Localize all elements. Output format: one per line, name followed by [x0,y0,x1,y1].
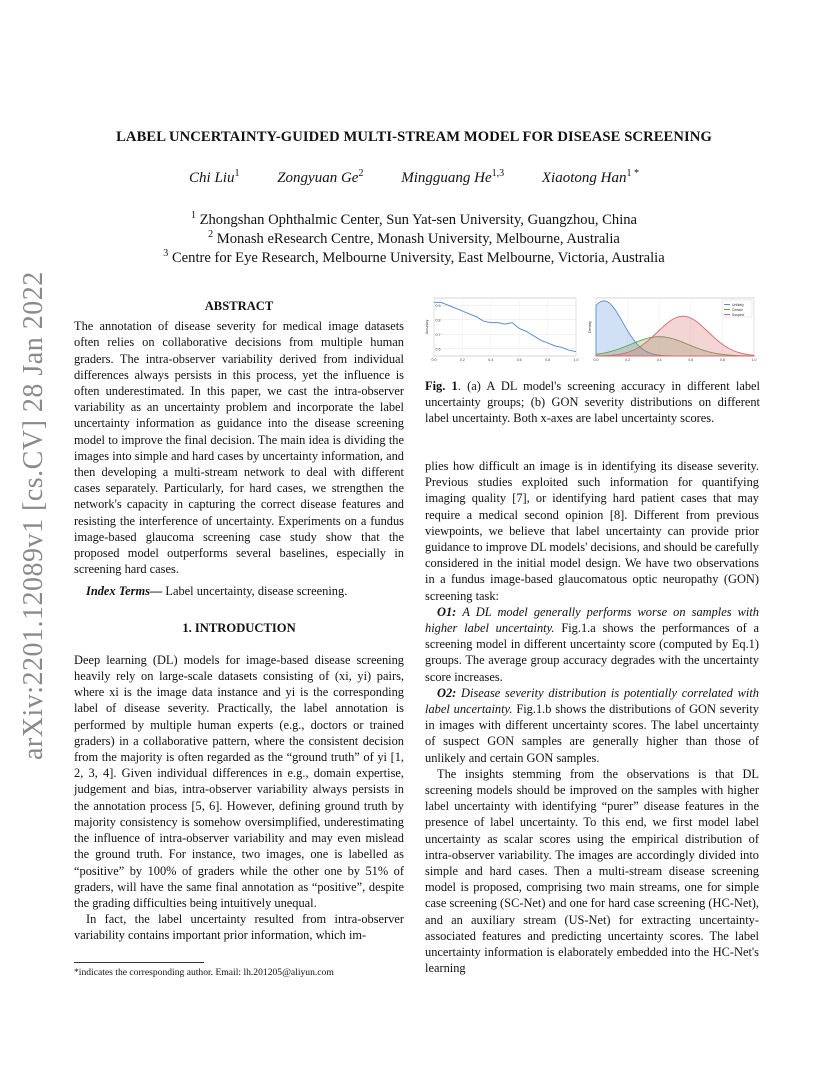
y-tick-label: 0.9 [435,303,441,308]
observation-2: O2: Disease severity distribution is potentially correlated with label uncertainty. Fig.1.b shows the distributions of GON severity in images with different uncertainty scores. The label uncertainty of suspect GON samples are generally higher than those of unlikely and certain GON samples. [425,685,759,765]
affiliation: $^2$ Monash eResearch Centre, Monash University, Melbourne, Australia [208,229,620,247]
y-tick-label: 0.7 [435,332,441,337]
x-tick-label: 0.2 [459,358,465,362]
author: Zongyuan Ge$^2$ [277,168,364,186]
x-tick-label: 0.0 [431,358,437,362]
x-tick-label: 0.6 [516,358,522,362]
x-tick-label: 0.4 [488,358,494,362]
density-chart [588,298,757,362]
affiliation: $^3$ Centre for Eye Research, Melbourne University, East Melbourne, Victoria, Australia [163,248,665,266]
x-tick-label: 0.8 [719,358,725,362]
footnote-rule [74,962,204,963]
right-paragraph-2: The insights stemming from the observations is that DL screening models should be improved on the samples with higher label uncertainty with identifying “purer” disease features in the presence of label uncertainty. To this end, we first model label uncertainty as scalar scores using the empirical distribution of intra-observer variability. The images are accordingly divided into simple and hard cases. Then a multi-stream disease screening model is proposed, comprising two main streams, one for simple case screening (SC-Net) and one for hard case screening (HC-Net), and an auxiliary stream (US-Net) for extracting uncertainty-associated features and predicting uncertainty scores. The label uncertainty information is elaborately embedded into the HC-Net's learning [425,766,759,976]
figure-caption: Fig. 1. (a) A DL model's screening accuracy in different label uncertainty groups; (b) GON severity distributions on different label uncertainty. Both x-axes are label uncertainty scores. [425,379,760,426]
right-paragraph-1: plies how difficult an image is in identifying its disease severity. Previous studies exploited such information for quantifying imaging quality [7], or identifying hard patient cases that may require a medical second opinion [8]. Different from previous viewpoints, we believe that label uncertainty can provide prior guidance to improve DL models' decisions, and should be carefully considered in the initial model design. We have two observations in a fundus image-based glaucomatous optic neuropathy (GON) screening task: [425,459,759,603]
x-tick-label: 1.0 [573,358,579,362]
figure-1 [424,296,760,366]
intro-paragraph-2: In fact, the label uncertainty resulted from intra-observer variability contains important prior information, which im- [74,912,404,943]
author-list [0,168,828,187]
intro-heading: 1. INTRODUCTION [182,620,296,635]
y-tick-label: 0.6 [435,347,441,352]
x-tick-label: 0.8 [545,358,551,362]
y-tick-label: 0.8 [435,318,441,323]
author: Chi Liu$^1$ [189,168,240,186]
legend-label: Unlikely [732,302,744,307]
plot-frame [434,298,576,356]
left-column [74,298,404,944]
y-axis-label: Density [588,321,592,333]
y-axis-label: Accuracy [425,319,429,335]
author: Mingguang He$^{1,3}$ [401,168,505,186]
paper-title: LABEL UNCERTAINTY-GUIDED MULTI-STREAM MODEL FOR DISEASE SCREENING [116,129,712,145]
legend-label: Certain [732,307,743,312]
x-tick-label: 0.4 [656,358,662,362]
arxiv-identifier: arXiv:2201.12089v1 [cs.CV] 28 Jan 2022 [18,271,49,760]
x-tick-label: 1.0 [751,358,757,362]
observation-1: O1: A DL model generally performs worse on samples with higher label uncertainty. Fig.1.a shows the performances of a screening model in different uncertainty score (computed by Eq.1) groups. The average group accuracy degrades with the uncertainty score increases. [425,604,759,684]
accuracy-chart [425,298,579,362]
index-terms: Index Terms— Label uncertainty, disease screening. [86,584,348,599]
footnote: *indicates the corresponding author. Email: lh.201205@aliyun.com [74,967,334,978]
x-tick-label: 0.6 [688,358,694,362]
right-column [425,458,759,977]
author: Xiaotong Han$^{1 *}$ [541,168,639,186]
abstract-heading: ABSTRACT [204,299,274,313]
abstract-text: The annotation of disease severity for medical image datasets often relies on collaborative decisions from multiple human graders. The intra-observer variability derived from individual differences always persists in this process, yet the influence is often underestimated. In this paper, we cast the intra-observer variability as an uncertainty problem and incorporate the label uncertainty information as guidance into the disease screening model to improve the final decision. The main idea is dividing the images into simple and hard cases by uncertainty information, and then developing a multi-stream network to deal with different cases separately. Particularly, for hard cases, we strengthen the network's capacity in capturing the correct disease features and resisting the interference of uncertainty. Experiments on a fundus image-based glaucoma screening case study show that the proposed model outperforms several baselines, especially in screening hard cases. [74,319,404,577]
intro-paragraph-1: Deep learning (DL) models for image-based disease screening heavily rely on large-scale datasets consisting of (xi, yi) pairs, where xi is the image data instance and yi is the corresponding label of disease severity. Practically, the label annotation is performed by multiple human experts (e.g., doctors or trained graders) in a collaborative pattern, where the consistent decision from the majority is often regarded as the “ground truth” of yi [1, 2, 3, 4]. Given individual differences in e.g., domain expertise, judgement and bias, intra-observer variability always persists in the annotation process [5, 6]. However, defining ground truth by majority consistency is somehow oversimplified, underestimating the influence of intra-observer variability and may even mislead the ground truth. For instance, two images, one is labelled as “positive” by 100% of graders while the other one by 51% of graders, will have the same final annotation as “positive”, despite the grading difficulties being intuitively unequal. [74,652,404,910]
arxiv-sidebar [18,271,58,760]
legend-label: Suspect [732,312,745,317]
affiliation: $^1$ Zhongshan Ophthalmic Center, Sun Yat-sen University, Guangzhou, China [190,210,638,228]
x-tick-label: 0.2 [625,358,631,362]
x-tick-label: 0.0 [593,358,599,362]
